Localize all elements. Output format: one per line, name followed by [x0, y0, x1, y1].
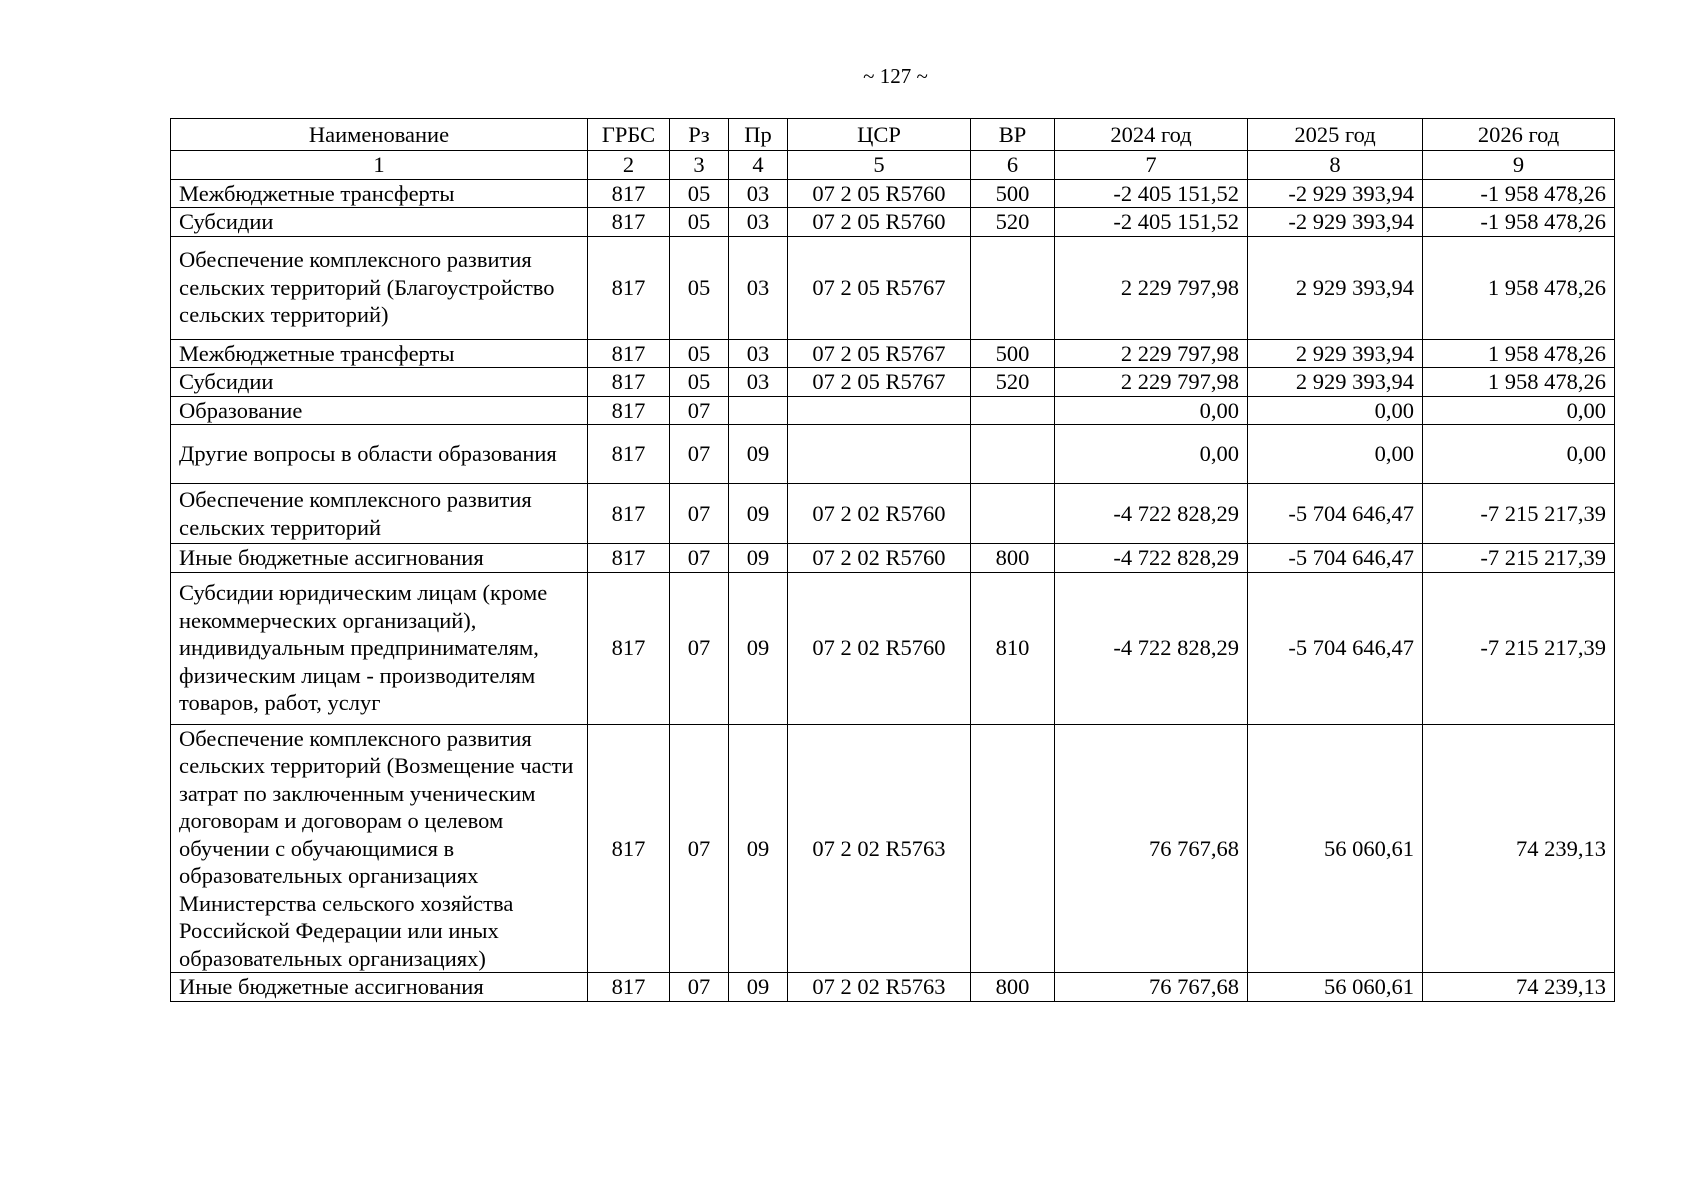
row-vr-cell — [971, 396, 1055, 425]
table-row — [171, 973, 1615, 1002]
row-csr-cell — [788, 396, 971, 425]
row-2026-value: 1 958 478,26 — [1423, 236, 1615, 339]
row-vr-cell: 520 — [971, 208, 1055, 237]
row-grbs-cell: 817 — [588, 572, 670, 724]
row-2025-value: 2 929 393,94 — [1248, 368, 1423, 397]
row-name-cell: Иные бюджетные ассигнования — [171, 973, 588, 1002]
row-vr-cell: 520 — [971, 368, 1055, 397]
row-name-cell: Иные бюджетные ассигнования — [171, 544, 588, 573]
row-pr-cell: 09 — [729, 484, 788, 544]
row-2026-value: 1 958 478,26 — [1423, 339, 1615, 368]
row-pr-cell: 09 — [729, 973, 788, 1002]
row-csr-cell: 07 2 02 R5760 — [788, 544, 971, 573]
row-2025-value: -5 704 646,47 — [1248, 484, 1423, 544]
row-2026-value: -1 958 478,26 — [1423, 208, 1615, 237]
row-2025-value: 0,00 — [1248, 396, 1423, 425]
table-row — [171, 208, 1615, 237]
row-2024-value: 0,00 — [1055, 396, 1248, 425]
row-grbs-cell: 817 — [588, 179, 670, 208]
row-pr-cell: 09 — [729, 572, 788, 724]
row-pr-cell: 09 — [729, 544, 788, 573]
row-2026-value: 0,00 — [1423, 425, 1615, 484]
table-row — [171, 425, 1615, 484]
row-grbs-cell: 817 — [588, 724, 670, 973]
column-number: 1 — [171, 151, 588, 180]
row-2024-value: 76 767,68 — [1055, 973, 1248, 1002]
row-rz-cell: 07 — [670, 396, 729, 425]
column-number: 5 — [788, 151, 971, 180]
row-2026-value: -7 215 217,39 — [1423, 572, 1615, 724]
column-number: 8 — [1248, 151, 1423, 180]
row-2026-value: -1 958 478,26 — [1423, 179, 1615, 208]
row-name-cell: Субсидии — [171, 368, 588, 397]
row-csr-cell: 07 2 05 R5760 — [788, 208, 971, 237]
row-2024-value: -2 405 151,52 — [1055, 208, 1248, 237]
row-2025-value: 56 060,61 — [1248, 973, 1423, 1002]
row-pr-cell: 03 — [729, 236, 788, 339]
row-2024-value: 2 229 797,98 — [1055, 339, 1248, 368]
table-row — [171, 544, 1615, 573]
row-csr-cell: 07 2 02 R5763 — [788, 724, 971, 973]
row-2024-value: -4 722 828,29 — [1055, 572, 1248, 724]
row-2024-value: 76 767,68 — [1055, 724, 1248, 973]
row-pr-cell: 03 — [729, 339, 788, 368]
row-2026-value: 0,00 — [1423, 396, 1615, 425]
row-2026-value: -7 215 217,39 — [1423, 544, 1615, 573]
row-pr-cell — [729, 396, 788, 425]
header-pr: Пр — [729, 119, 788, 151]
row-csr-cell: 07 2 02 R5760 — [788, 484, 971, 544]
row-rz-cell: 07 — [670, 724, 729, 973]
column-number: 2 — [588, 151, 670, 180]
row-2025-value: -5 704 646,47 — [1248, 544, 1423, 573]
row-2026-value: 1 958 478,26 — [1423, 368, 1615, 397]
column-number: 4 — [729, 151, 788, 180]
row-2024-value: -4 722 828,29 — [1055, 544, 1248, 573]
table-row — [171, 572, 1615, 724]
row-vr-cell: 800 — [971, 544, 1055, 573]
row-2024-value: 2 229 797,98 — [1055, 236, 1248, 339]
table-row — [171, 339, 1615, 368]
header-2026: 2026 год — [1423, 119, 1615, 151]
row-grbs-cell: 817 — [588, 339, 670, 368]
row-name-cell: Обеспечение комплексного развития сельских территорий (Возмещение части затрат по заключенным ученическим договорам и договорам о целевом обучении с обучающимися в образовательных организациях Министерства сельского хозяйства Российской Федерации или иных образовательных организациях) — [171, 724, 588, 973]
row-name-cell: Субсидии — [171, 208, 588, 237]
row-rz-cell: 07 — [670, 973, 729, 1002]
column-number: 9 — [1423, 151, 1615, 180]
row-vr-cell — [971, 724, 1055, 973]
row-name-cell: Субсидии юридическим лицам (кроме некоммерческих организаций), индивидуальным предпринимателям, физическим лицам - производителям товаров, работ, услуг — [171, 572, 588, 724]
row-csr-cell: 07 2 05 R5767 — [788, 368, 971, 397]
page-number: ~ 127 ~ — [863, 64, 928, 88]
row-pr-cell: 03 — [729, 179, 788, 208]
header-vr: ВР — [971, 119, 1055, 151]
header-name: Наименование — [171, 119, 588, 151]
column-number: 7 — [1055, 151, 1248, 180]
table-row — [171, 396, 1615, 425]
row-rz-cell: 05 — [670, 236, 729, 339]
row-name-cell: Образование — [171, 396, 588, 425]
row-2025-value: -2 929 393,94 — [1248, 208, 1423, 237]
row-csr-cell: 07 2 05 R5760 — [788, 179, 971, 208]
row-pr-cell: 03 — [729, 208, 788, 237]
row-csr-cell: 07 2 02 R5760 — [788, 572, 971, 724]
header-2025: 2025 год — [1248, 119, 1423, 151]
row-name-cell: Межбюджетные трансферты — [171, 179, 588, 208]
row-rz-cell: 07 — [670, 572, 729, 724]
row-pr-cell: 09 — [729, 425, 788, 484]
column-number-row — [171, 151, 1615, 180]
row-2026-value: 74 239,13 — [1423, 724, 1615, 973]
row-2024-value: -4 722 828,29 — [1055, 484, 1248, 544]
row-2024-value: 0,00 — [1055, 425, 1248, 484]
table-row — [171, 236, 1615, 339]
row-grbs-cell: 817 — [588, 368, 670, 397]
row-rz-cell: 05 — [670, 368, 729, 397]
row-vr-cell: 500 — [971, 179, 1055, 208]
row-csr-cell: 07 2 02 R5763 — [788, 973, 971, 1002]
row-2026-value: 74 239,13 — [1423, 973, 1615, 1002]
row-name-cell: Межбюджетные трансферты — [171, 339, 588, 368]
row-rz-cell: 05 — [670, 179, 729, 208]
row-2025-value: -5 704 646,47 — [1248, 572, 1423, 724]
row-2025-value: -2 929 393,94 — [1248, 179, 1423, 208]
column-number: 3 — [670, 151, 729, 180]
column-number: 6 — [971, 151, 1055, 180]
row-rz-cell: 07 — [670, 425, 729, 484]
row-2025-value: 2 929 393,94 — [1248, 236, 1423, 339]
row-vr-cell: 810 — [971, 572, 1055, 724]
header-csr: ЦСР — [788, 119, 971, 151]
row-csr-cell: 07 2 05 R5767 — [788, 236, 971, 339]
row-rz-cell: 07 — [670, 544, 729, 573]
row-grbs-cell: 817 — [588, 425, 670, 484]
row-name-cell: Другие вопросы в области образования — [171, 425, 588, 484]
row-2024-value: -2 405 151,52 — [1055, 179, 1248, 208]
row-grbs-cell: 817 — [588, 484, 670, 544]
row-vr-cell — [971, 236, 1055, 339]
header-rz: Рз — [670, 119, 729, 151]
row-grbs-cell: 817 — [588, 544, 670, 573]
row-rz-cell: 05 — [670, 339, 729, 368]
table-row — [171, 368, 1615, 397]
row-grbs-cell: 817 — [588, 208, 670, 237]
row-vr-cell — [971, 425, 1055, 484]
table-row — [171, 179, 1615, 208]
header-row — [171, 119, 1615, 151]
row-2024-value: 2 229 797,98 — [1055, 368, 1248, 397]
row-vr-cell — [971, 484, 1055, 544]
row-grbs-cell: 817 — [588, 236, 670, 339]
row-grbs-cell: 817 — [588, 973, 670, 1002]
row-name-cell: Обеспечение комплексного развития сельских территорий — [171, 484, 588, 544]
row-2025-value: 56 060,61 — [1248, 724, 1423, 973]
row-2025-value: 0,00 — [1248, 425, 1423, 484]
row-vr-cell: 800 — [971, 973, 1055, 1002]
row-grbs-cell: 817 — [588, 396, 670, 425]
row-pr-cell: 09 — [729, 724, 788, 973]
row-rz-cell: 07 — [670, 484, 729, 544]
row-pr-cell: 03 — [729, 368, 788, 397]
header-2024: 2024 год — [1055, 119, 1248, 151]
table-row — [171, 724, 1615, 973]
row-2026-value: -7 215 217,39 — [1423, 484, 1615, 544]
row-csr-cell: 07 2 05 R5767 — [788, 339, 971, 368]
row-csr-cell — [788, 425, 971, 484]
table-row — [171, 484, 1615, 544]
row-2025-value: 2 929 393,94 — [1248, 339, 1423, 368]
row-vr-cell: 500 — [971, 339, 1055, 368]
row-rz-cell: 05 — [670, 208, 729, 237]
header-grbs: ГРБС — [588, 119, 670, 151]
row-name-cell: Обеспечение комплексного развития сельских территорий (Благоустройство сельских территорий) — [171, 236, 588, 339]
budget-table — [170, 118, 1615, 1002]
